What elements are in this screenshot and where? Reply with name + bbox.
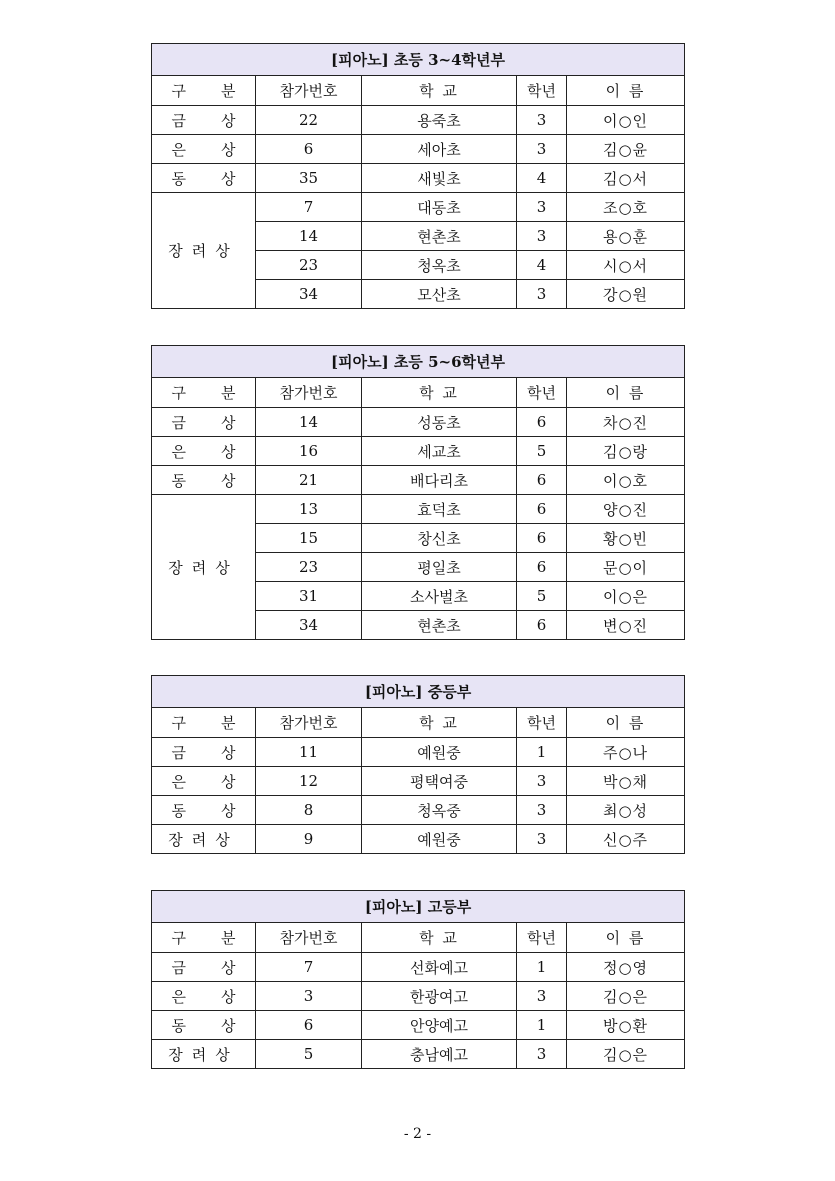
name-cell: 이○호	[567, 466, 685, 495]
entry-no-cell: 31	[256, 582, 362, 611]
grade-cell: 3	[517, 135, 567, 164]
grade-cell: 6	[517, 408, 567, 437]
grade-cell: 6	[517, 495, 567, 524]
entry-no-cell: 6	[256, 1011, 362, 1040]
grade-cell: 1	[517, 953, 567, 982]
header-row	[152, 708, 685, 738]
header-category: 구 분	[152, 378, 256, 408]
name-cell: 김○랑	[567, 437, 685, 466]
grade-cell: 4	[517, 164, 567, 193]
school-cell: 선화예고	[362, 953, 517, 982]
name-cell: 황○빈	[567, 524, 685, 553]
grade-cell: 6	[517, 611, 567, 640]
school-cell: 현촌초	[362, 222, 517, 251]
name-cell: 김○은	[567, 982, 685, 1011]
award-table-elementary-5-6	[151, 345, 685, 640]
header-grade: 학년	[517, 378, 567, 408]
header-category: 구 분	[152, 923, 256, 953]
name-cell: 신○주	[567, 825, 685, 854]
grade-cell: 3	[517, 796, 567, 825]
school-cell: 충남예고	[362, 1040, 517, 1069]
category-cell: 은 상	[152, 982, 256, 1011]
entry-no-cell: 23	[256, 553, 362, 582]
entry-no-cell: 14	[256, 408, 362, 437]
award-table-elementary-3-4	[151, 43, 685, 309]
table-row	[152, 1011, 685, 1040]
grade-cell: 3	[517, 1040, 567, 1069]
grade-cell: 5	[517, 582, 567, 611]
school-cell: 한광여고	[362, 982, 517, 1011]
name-cell: 정○영	[567, 953, 685, 982]
page-number: - 2 -	[403, 1126, 432, 1142]
school-cell: 새빛초	[362, 164, 517, 193]
entry-no-cell: 6	[256, 135, 362, 164]
grade-cell: 3	[517, 193, 567, 222]
name-cell: 강○원	[567, 280, 685, 309]
header-school: 학 교	[362, 76, 517, 106]
entry-no-cell: 23	[256, 251, 362, 280]
school-cell: 세교초	[362, 437, 517, 466]
category-cell: 동 상	[152, 164, 256, 193]
category-cell: 은 상	[152, 767, 256, 796]
table-row	[152, 466, 685, 495]
table-row	[152, 767, 685, 796]
entry-no-cell: 8	[256, 796, 362, 825]
school-cell: 평택여중	[362, 767, 517, 796]
header-entry-no: 참가번호	[256, 708, 362, 738]
name-cell: 문○이	[567, 553, 685, 582]
header-school: 학 교	[362, 708, 517, 738]
table-title: [피아노] 중등부	[152, 676, 685, 708]
header-school: 학 교	[362, 378, 517, 408]
school-cell: 효덕초	[362, 495, 517, 524]
header-grade: 학년	[517, 708, 567, 738]
school-cell: 창신초	[362, 524, 517, 553]
header-name: 이 름	[567, 378, 685, 408]
table-title: [피아노] 초등 5~6학년부	[152, 346, 685, 378]
entry-no-cell: 7	[256, 193, 362, 222]
category-cell: 동 상	[152, 466, 256, 495]
school-cell: 모산초	[362, 280, 517, 309]
name-cell: 시○서	[567, 251, 685, 280]
grade-cell: 3	[517, 106, 567, 135]
grade-cell: 3	[517, 825, 567, 854]
school-cell: 소사벌초	[362, 582, 517, 611]
entry-no-cell: 14	[256, 222, 362, 251]
school-cell: 배다리초	[362, 466, 517, 495]
category-cell: 동 상	[152, 796, 256, 825]
school-cell: 현촌초	[362, 611, 517, 640]
header-entry-no: 참가번호	[256, 76, 362, 106]
category-cell: 은 상	[152, 135, 256, 164]
table-row	[152, 164, 685, 193]
entry-no-cell: 13	[256, 495, 362, 524]
table-title: [피아노] 고등부	[152, 891, 685, 923]
name-cell: 김○은	[567, 1040, 685, 1069]
category-cell: 금 상	[152, 738, 256, 767]
header-name: 이 름	[567, 708, 685, 738]
name-cell: 양○진	[567, 495, 685, 524]
table-row	[152, 408, 685, 437]
encouragement-category-cell: 장려상	[152, 193, 256, 309]
grade-cell: 3	[517, 767, 567, 796]
school-cell: 세아초	[362, 135, 517, 164]
school-cell: 안양예고	[362, 1011, 517, 1040]
grade-cell: 1	[517, 738, 567, 767]
grade-cell: 3	[517, 982, 567, 1011]
school-cell: 대동초	[362, 193, 517, 222]
header-entry-no: 참가번호	[256, 923, 362, 953]
grade-cell: 6	[517, 524, 567, 553]
school-cell: 성동초	[362, 408, 517, 437]
entry-no-cell: 16	[256, 437, 362, 466]
category-cell: 금 상	[152, 106, 256, 135]
school-cell: 평일초	[362, 553, 517, 582]
entry-no-cell: 21	[256, 466, 362, 495]
category-cell: 은 상	[152, 437, 256, 466]
header-name: 이 름	[567, 923, 685, 953]
name-cell: 방○환	[567, 1011, 685, 1040]
grade-cell: 3	[517, 280, 567, 309]
header-entry-no: 참가번호	[256, 378, 362, 408]
grade-cell: 3	[517, 222, 567, 251]
name-cell: 최○성	[567, 796, 685, 825]
header-name: 이 름	[567, 76, 685, 106]
category-cell: 장려상	[152, 1040, 256, 1069]
name-cell: 차○진	[567, 408, 685, 437]
entry-no-cell: 35	[256, 164, 362, 193]
grade-cell: 4	[517, 251, 567, 280]
category-cell: 동 상	[152, 1011, 256, 1040]
entry-no-cell: 22	[256, 106, 362, 135]
table-row	[152, 495, 685, 524]
table-row	[152, 982, 685, 1011]
table-row	[152, 193, 685, 222]
award-table-middle-school	[151, 675, 685, 854]
header-row	[152, 923, 685, 953]
entry-no-cell: 3	[256, 982, 362, 1011]
school-cell: 청옥중	[362, 796, 517, 825]
header-row	[152, 378, 685, 408]
header-row	[152, 76, 685, 106]
table-row	[152, 106, 685, 135]
grade-cell: 6	[517, 553, 567, 582]
grade-cell: 5	[517, 437, 567, 466]
table-row	[152, 953, 685, 982]
table-title: [피아노] 초등 3~4학년부	[152, 44, 685, 76]
table-row	[152, 796, 685, 825]
header-grade: 학년	[517, 76, 567, 106]
entry-no-cell: 12	[256, 767, 362, 796]
entry-no-cell: 7	[256, 953, 362, 982]
table-row	[152, 437, 685, 466]
name-cell: 용○훈	[567, 222, 685, 251]
name-cell: 김○윤	[567, 135, 685, 164]
award-table-high-school	[151, 890, 685, 1069]
entry-no-cell: 34	[256, 611, 362, 640]
entry-no-cell: 11	[256, 738, 362, 767]
entry-no-cell: 5	[256, 1040, 362, 1069]
entry-no-cell: 34	[256, 280, 362, 309]
name-cell: 이○은	[567, 582, 685, 611]
name-cell: 조○호	[567, 193, 685, 222]
name-cell: 주○나	[567, 738, 685, 767]
school-cell: 예원중	[362, 825, 517, 854]
header-school: 학 교	[362, 923, 517, 953]
header-category: 구 분	[152, 76, 256, 106]
grade-cell: 1	[517, 1011, 567, 1040]
header-category: 구 분	[152, 708, 256, 738]
school-cell: 청옥초	[362, 251, 517, 280]
table-row	[152, 825, 685, 854]
entry-no-cell: 9	[256, 825, 362, 854]
name-cell: 변○진	[567, 611, 685, 640]
category-cell: 금 상	[152, 408, 256, 437]
entry-no-cell: 15	[256, 524, 362, 553]
school-cell: 예원중	[362, 738, 517, 767]
category-cell: 장려상	[152, 825, 256, 854]
category-cell: 금 상	[152, 953, 256, 982]
table-row	[152, 1040, 685, 1069]
header-grade: 학년	[517, 923, 567, 953]
school-cell: 용죽초	[362, 106, 517, 135]
name-cell: 이○인	[567, 106, 685, 135]
table-row	[152, 135, 685, 164]
table-row	[152, 738, 685, 767]
grade-cell: 6	[517, 466, 567, 495]
encouragement-category-cell: 장려상	[152, 495, 256, 640]
name-cell: 박○채	[567, 767, 685, 796]
name-cell: 김○서	[567, 164, 685, 193]
